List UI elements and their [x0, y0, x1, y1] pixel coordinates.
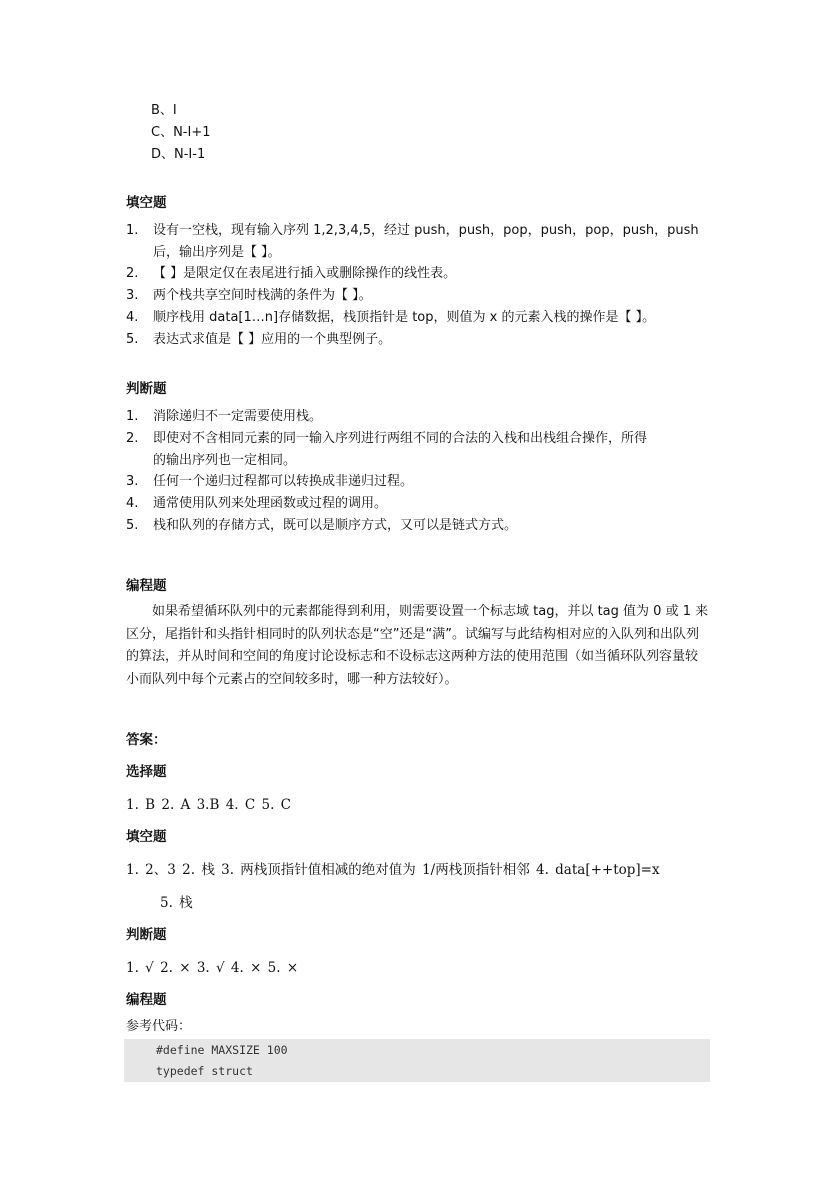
fill-item-2: 【 】是限定仅在表尾进行插入或删除操作的线性表。: [153, 266, 457, 281]
judge-num-2: 2.: [126, 431, 139, 446]
answers-judge-line: 1. √ 2. × 3. √ 4. × 5. ×: [126, 960, 299, 976]
fill-num-5: 5.: [126, 332, 139, 347]
code-line-2: typedef struct: [156, 1064, 253, 1078]
fill-item-4: 顺序栈用 data[1…n]存储数据，栈顶指针是 top，则值为 x 的元素入栈的操作是【 】。: [153, 310, 656, 325]
option-b: B、I: [151, 103, 177, 118]
fill-item-5: 表达式求值是【 】应用的一个典型例子。: [153, 332, 392, 347]
fill-item-1-line-2: 后，输出序列是【 】。: [153, 245, 281, 260]
judge-num-4: 4.: [126, 496, 139, 511]
answers-fill-line-1: 1. 2、3 2. 栈 3. 两栈顶指针值相减的绝对值为 1/两栈顶指针相邻 4. data[++top]=x: [126, 862, 660, 878]
option-c: C、N-I+1: [151, 125, 211, 140]
code-line-1: #define MAXSIZE 100: [156, 1043, 288, 1057]
reference-code-label: 参考代码：: [126, 1019, 192, 1034]
answers-fill-line-2: 5. 栈: [160, 895, 193, 911]
code-block: [124, 1039, 710, 1082]
answers-choice-heading: 选择题: [126, 764, 167, 780]
answers-heading: 答案：: [126, 732, 167, 748]
fill-num-4: 4.: [126, 310, 139, 325]
judge-item-2-line-1: 即使对不含相同元素的同一输入序列进行两组不同的合法的入栈和出栈组合操作，所得: [153, 431, 648, 446]
program-heading: 编程题: [126, 578, 167, 594]
fill-item-3: 两个栈共享空间时栈满的条件为【 】。: [153, 288, 372, 303]
answers-program-heading: 编程题: [126, 992, 167, 1008]
answers-fill-heading: 填空题: [126, 829, 167, 845]
judge-item-4: 通常使用队列来处理函数或过程的调用。: [153, 496, 388, 511]
judge-num-5: 5.: [126, 518, 139, 533]
fill-heading: 填空题: [126, 195, 167, 211]
judge-item-2-line-2: 的输出序列也一定相同。: [153, 453, 297, 468]
judge-num-3: 3.: [126, 474, 139, 489]
judge-heading: 判断题: [126, 381, 167, 397]
answers-choice-line: 1. B 2. A 3.B 4. C 5. C: [126, 797, 291, 813]
fill-num-2: 2.: [126, 266, 139, 281]
fill-item-1-line-1: 设有一空栈，现有输入序列 1,2,3,4,5，经过 push，push，pop，push，pop，push，push: [153, 223, 699, 238]
fill-num-1: 1.: [126, 223, 139, 238]
option-d: D、N-I-1: [151, 147, 206, 162]
answers-judge-heading: 判断题: [126, 927, 167, 943]
program-paragraph: 如果希望循环队列中的元素都能得到利用，则需要设置一个标志域 tag，并以 tag 值为 0 或 1 来区分，尾指针和头指针相同时的队列状态是“空”还是“满”。试编写与此结构相对应的入队列和出队列的算法，并从时间和空间的角度讨论设标志和不设标志这两种方法的使用范围（如当循环队列容量较小而队列中每个元素占的空间较多时，哪一种方法较好）。: [126, 604, 709, 687]
judge-item-5: 栈和队列的存储方式，既可以是顺序方式，又可以是链式方式。: [153, 518, 518, 533]
judge-num-1: 1.: [126, 409, 139, 424]
judge-item-3: 任何一个递归过程都可以转换成非递归过程。: [153, 474, 414, 489]
fill-num-3: 3.: [126, 288, 139, 303]
judge-item-1: 消除递归不一定需要使用栈。: [153, 409, 323, 424]
